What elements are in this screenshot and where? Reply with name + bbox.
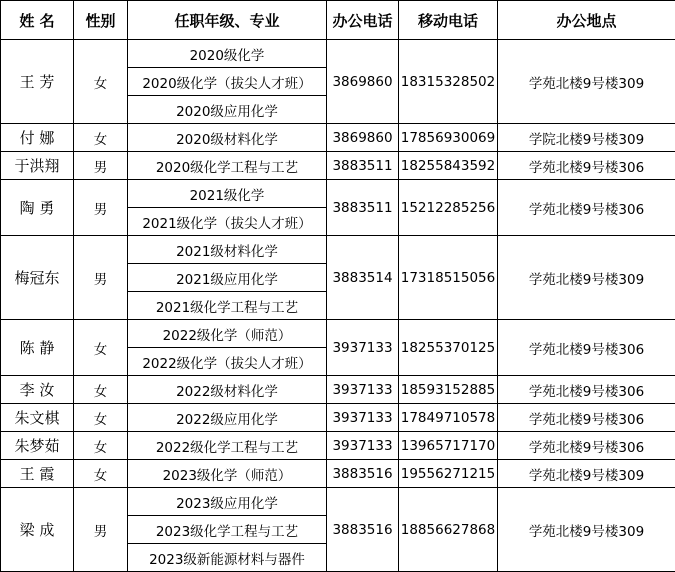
- major-cell: 2020级化学: [128, 40, 327, 68]
- table-row: [1, 180, 675, 208]
- major-cell: 2020级化学工程与工艺: [128, 152, 327, 180]
- gender-cell: 女: [74, 320, 128, 376]
- mobile-cell: 17849710578: [399, 404, 498, 432]
- office-location-cell: 学苑北楼9号楼309: [498, 40, 675, 124]
- header-mobile: 移动电话: [399, 1, 498, 40]
- name-cell: 陈 静: [1, 320, 74, 376]
- major-cell: 2020级化学（拔尖人才班）: [128, 68, 327, 96]
- header-name: 姓 名: [1, 1, 74, 40]
- office-phone-cell: 3883516: [327, 488, 399, 572]
- office-location-cell: 学苑北楼9号楼306: [498, 320, 675, 376]
- name-cell: 李 汝: [1, 376, 74, 404]
- name-cell: 付 娜: [1, 124, 74, 152]
- name-cell: 朱文棋: [1, 404, 74, 432]
- office-phone-cell: 3937133: [327, 404, 399, 432]
- mobile-cell: 15212285256: [399, 180, 498, 236]
- table-row: [1, 376, 675, 404]
- mobile-cell: 13965717170: [399, 432, 498, 460]
- table-row: [1, 404, 675, 432]
- mobile-cell: 18255370125: [399, 320, 498, 376]
- office-location-cell: 学苑北楼9号楼306: [498, 432, 675, 460]
- header-row: [1, 1, 675, 40]
- name-cell: 陶 勇: [1, 180, 74, 236]
- major-cell: 2021级材料化学: [128, 236, 327, 264]
- mobile-cell: 19556271215: [399, 460, 498, 488]
- major-cell: 2023级化学（师范）: [128, 460, 327, 488]
- gender-cell: 女: [74, 376, 128, 404]
- table-row: [1, 152, 675, 180]
- office-location-cell: 学苑北楼9号楼309: [498, 460, 675, 488]
- table-row: [1, 432, 675, 460]
- major-cell: 2022级材料化学: [128, 376, 327, 404]
- table-row: [1, 460, 675, 488]
- name-cell: 朱梦茹: [1, 432, 74, 460]
- office-phone-cell: 3937133: [327, 376, 399, 404]
- header-office-phone: 办公电话: [327, 1, 399, 40]
- gender-cell: 女: [74, 40, 128, 124]
- mobile-cell: 17856930069: [399, 124, 498, 152]
- gender-cell: 男: [74, 180, 128, 236]
- office-location-cell: 学苑北楼9号楼309: [498, 488, 675, 572]
- name-cell: 王 霞: [1, 460, 74, 488]
- office-phone-cell: 3869860: [327, 40, 399, 124]
- gender-cell: 女: [74, 404, 128, 432]
- major-cell: 2021级应用化学: [128, 264, 327, 292]
- office-phone-cell: 3869860: [327, 124, 399, 152]
- gender-cell: 女: [74, 124, 128, 152]
- office-phone-cell: 3883514: [327, 236, 399, 320]
- header-major: 任职年级、专业: [128, 1, 327, 40]
- office-phone-cell: 3883511: [327, 180, 399, 236]
- office-phone-cell: 3937133: [327, 320, 399, 376]
- major-cell: 2022级应用化学: [128, 404, 327, 432]
- major-cell: 2022级化学（师范）: [128, 320, 327, 348]
- mobile-cell: 18315328502: [399, 40, 498, 124]
- gender-cell: 男: [74, 488, 128, 572]
- office-location-cell: 学苑北楼9号楼306: [498, 404, 675, 432]
- office-location-cell: 学院北楼9号楼309: [498, 124, 675, 152]
- office-location-cell: 学苑北楼9号楼309: [498, 236, 675, 320]
- mobile-cell: 18856627868: [399, 488, 498, 572]
- table-row: [1, 236, 675, 264]
- name-cell: 梁 成: [1, 488, 74, 572]
- major-cell: 2020级应用化学: [128, 96, 327, 124]
- table-row: [1, 488, 675, 516]
- office-phone-cell: 3883516: [327, 460, 399, 488]
- mobile-cell: 18255843592: [399, 152, 498, 180]
- header-office: 办公地点: [498, 1, 675, 40]
- table-row: [1, 320, 675, 348]
- mobile-cell: 18593152885: [399, 376, 498, 404]
- office-phone-cell: 3937133: [327, 432, 399, 460]
- major-cell: 2021级化学（拔尖人才班）: [128, 208, 327, 236]
- gender-cell: 男: [74, 236, 128, 320]
- office-location-cell: 学苑北楼9号楼306: [498, 376, 675, 404]
- gender-cell: 女: [74, 432, 128, 460]
- major-cell: 2022级化学工程与工艺: [128, 432, 327, 460]
- table-body: [1, 40, 675, 572]
- header-gender: 性别: [74, 1, 128, 40]
- major-cell: 2021级化学工程与工艺: [128, 292, 327, 320]
- office-location-cell: 学苑北楼9号楼306: [498, 152, 675, 180]
- major-cell: 2023级应用化学: [128, 488, 327, 516]
- major-cell: 2023级新能源材料与器件: [128, 544, 327, 572]
- office-location-cell: 学苑北楼9号楼306: [498, 180, 675, 236]
- major-cell: 2020级材料化学: [128, 124, 327, 152]
- name-cell: 于洪翔: [1, 152, 74, 180]
- name-cell: 王 芳: [1, 40, 74, 124]
- major-cell: 2021级化学: [128, 180, 327, 208]
- gender-cell: 男: [74, 152, 128, 180]
- gender-cell: 女: [74, 460, 128, 488]
- name-cell: 梅冠东: [1, 236, 74, 320]
- table-row: [1, 124, 675, 152]
- table-row: [1, 40, 675, 68]
- mobile-cell: 17318515056: [399, 236, 498, 320]
- office-phone-cell: 3883511: [327, 152, 399, 180]
- major-cell: 2023级化学工程与工艺: [128, 516, 327, 544]
- major-cell: 2022级化学（拔尖人才班）: [128, 348, 327, 376]
